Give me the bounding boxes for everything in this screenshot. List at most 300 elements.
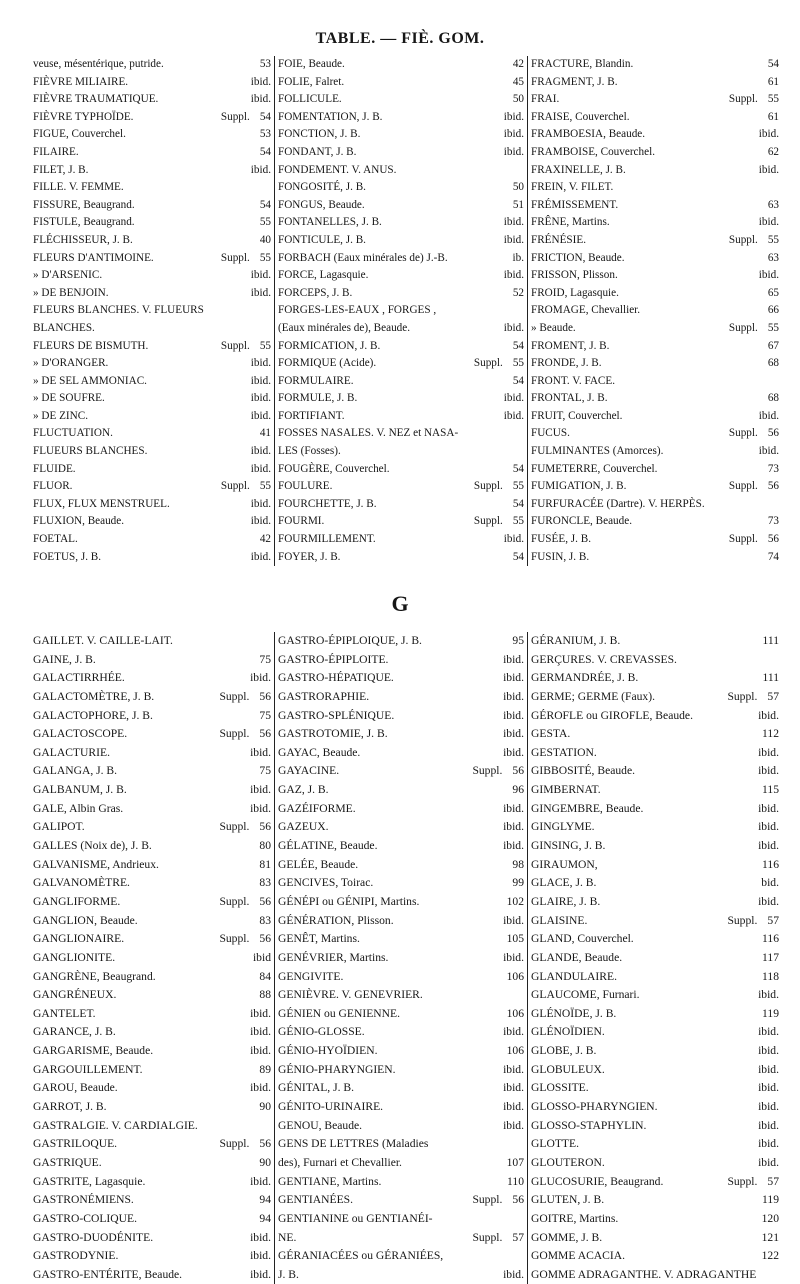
- page-number: ibid.: [503, 269, 524, 282]
- index-entry: [278, 912, 524, 931]
- entry-page-ref: [248, 390, 271, 408]
- entry-term: GÉRANIACÉES ou GÉRANIÉES,: [278, 1249, 444, 1263]
- index-entry: [531, 232, 779, 250]
- index-entry: [33, 109, 271, 127]
- index-entry: [33, 285, 271, 303]
- index-entry: [531, 373, 779, 391]
- entry-term: FRICTION, Beaude.: [531, 251, 625, 264]
- entry-page-ref: [755, 986, 779, 1005]
- entry-term: GLOSSO-STAPHYLIN.: [531, 1118, 647, 1132]
- page-number: ibid.: [758, 839, 779, 853]
- index-entry: [278, 1042, 524, 1061]
- entry-term: GAZEUX.: [278, 820, 329, 834]
- supplement-marker: Suppl.: [219, 689, 250, 703]
- index-entry: [278, 109, 524, 127]
- entry-page-ref: [510, 549, 524, 567]
- index-entry: [33, 144, 271, 162]
- index-entry: [531, 531, 779, 549]
- index-entry: [531, 267, 779, 285]
- entry-page-ref: [501, 390, 524, 408]
- bottom-index-section: [30, 632, 782, 1284]
- entry-page-ref: [755, 762, 779, 781]
- page-number: 115: [762, 783, 779, 797]
- index-entry: [278, 197, 524, 215]
- page-number: ibid.: [503, 1100, 524, 1114]
- supplement-marker: Suppl.: [473, 515, 503, 528]
- entry-page-ref: [755, 1117, 779, 1136]
- page-number: ibid.: [250, 1025, 271, 1039]
- entry-term: FRUIT, Couverchel.: [531, 409, 623, 422]
- page-number: 40: [259, 233, 271, 246]
- supplement-marker: Suppl.: [219, 1137, 250, 1151]
- entry-term: GLÉNOÏDIEN.: [531, 1025, 605, 1039]
- entry-page-ref: [510, 373, 524, 391]
- index-entry: [531, 968, 779, 987]
- entry-page-ref: [510, 250, 525, 268]
- entry-page-ref: [256, 874, 271, 893]
- entry-page-ref: [247, 1023, 271, 1042]
- entry-page-ref: [759, 1210, 779, 1229]
- entry-term: GANGLIONAIRE.: [33, 932, 125, 946]
- page-number: 99: [512, 876, 524, 890]
- entry-page-ref: [765, 74, 779, 92]
- entry-page-ref: [218, 109, 271, 127]
- supplement-marker: Suppl.: [220, 251, 250, 264]
- entry-term: FROID, Lagasquie.: [531, 286, 619, 299]
- entry-term: GENCIVES, Toirac.: [278, 876, 374, 890]
- entry-term: (Eaux minérales de), Beaude.: [278, 321, 411, 334]
- entry-term: FOSSES NASALES. V. NEZ et NASA-: [278, 427, 459, 440]
- entry-term: FILLE. V. FEMME.: [33, 181, 124, 194]
- page-number: ibid.: [503, 689, 524, 703]
- entry-page-ref: [247, 1042, 271, 1061]
- entry-term: GIMBERNAT.: [531, 783, 601, 797]
- page-number: 56: [767, 533, 779, 546]
- page-number: ibid.: [503, 708, 524, 722]
- page-number: 106: [506, 969, 524, 983]
- page-number: 55: [259, 339, 271, 352]
- index-entry: [531, 669, 779, 688]
- index-entry: [33, 818, 271, 837]
- entry-page-ref: [216, 893, 271, 912]
- index-entry: [33, 549, 271, 567]
- index-entry: [531, 651, 779, 670]
- index-entry: [531, 1098, 779, 1117]
- entry-term: GLOSSITE.: [531, 1081, 589, 1095]
- page-number: ibid.: [758, 1118, 779, 1132]
- index-entry: [33, 91, 271, 109]
- index-entry: [531, 707, 779, 726]
- page-number: 111: [762, 671, 779, 685]
- entry-page-ref: [500, 688, 524, 707]
- entry-term: GALACTOPHORE, J. B.: [33, 708, 153, 722]
- entry-page-ref: [758, 874, 779, 893]
- index-column-2: [275, 632, 528, 1284]
- index-entry: [278, 1117, 524, 1136]
- entry-term: GARANCE, J. B.: [33, 1025, 116, 1039]
- page-number: ibid.: [503, 1081, 524, 1095]
- entry-page-ref: [759, 856, 779, 875]
- index-entry: [531, 1005, 779, 1024]
- entry-term: FONCTION, J. B.: [278, 128, 361, 141]
- page-number: ibid.: [758, 708, 779, 722]
- entry-term: GLAIRE, J. B.: [531, 894, 601, 908]
- index-entry: [33, 197, 271, 215]
- page-number: 67: [767, 339, 779, 352]
- entry-page-ref: [256, 912, 271, 931]
- page-number: ibid.: [250, 1230, 271, 1244]
- page-number: ibid.: [250, 357, 271, 370]
- entry-page-ref: [248, 285, 271, 303]
- entry-page-ref: [765, 197, 779, 215]
- entry-page-ref: [247, 1266, 271, 1284]
- supplement-marker: Suppl.: [728, 427, 758, 440]
- page-number: 54: [767, 58, 779, 70]
- page-number: 84: [259, 969, 271, 983]
- entry-page-ref: [726, 91, 779, 109]
- entry-term: GANGLIFORME.: [33, 894, 121, 908]
- index-entry: [278, 874, 524, 893]
- page-number: 51: [512, 198, 524, 211]
- entry-page-ref: [500, 1117, 524, 1136]
- page-number: ibid.: [758, 269, 779, 282]
- index-entry: [531, 355, 779, 373]
- index-entry: [33, 930, 271, 949]
- entry-term: GAZÉIFORME.: [278, 801, 356, 815]
- entry-term: GARGOUILLEMENT.: [33, 1062, 143, 1076]
- entry-page-ref: [759, 632, 779, 651]
- entry-term: GLÉNOÏDE, J. B.: [531, 1006, 617, 1020]
- entry-term: GLUTEN, J. B.: [531, 1193, 605, 1207]
- page-number: ibid.: [250, 462, 271, 475]
- page-number: 63: [767, 198, 779, 211]
- entry-term: LES (Fosses).: [278, 445, 341, 458]
- entry-term: FONTANELLES, J. B.: [278, 216, 382, 229]
- supplement-marker: Suppl.: [472, 764, 503, 778]
- page-number: 55: [259, 480, 271, 493]
- entry-term: GASTRO-ÉPIPLOIQUE, J. B.: [278, 634, 422, 647]
- page-number: 55: [512, 357, 524, 370]
- entry-page-ref: [510, 56, 524, 74]
- page-number: 96: [512, 783, 524, 797]
- entry-page-ref: [257, 197, 271, 215]
- page-number: 63: [767, 251, 779, 264]
- page-number: ibid.: [758, 128, 779, 141]
- page-number: ibid.: [503, 913, 524, 927]
- index-entry: [531, 1266, 779, 1284]
- page-number: 75: [259, 652, 271, 666]
- index-entry: [531, 1117, 779, 1136]
- index-entry: [531, 478, 779, 496]
- entry-term: GÉNIEN ou GENIENNE.: [278, 1006, 401, 1020]
- entry-page-ref: [248, 496, 271, 514]
- page-number: ibid.: [250, 515, 271, 528]
- page-number: 88: [259, 988, 271, 1002]
- entry-term: GÉNÉRATION, Plisson.: [278, 913, 394, 927]
- page-number: 74: [767, 550, 779, 563]
- entry-term: des), Furnari et Chevallier.: [278, 1155, 402, 1169]
- index-entry: [278, 1154, 524, 1173]
- entry-page-ref: [469, 762, 524, 781]
- entry-page-ref: [501, 126, 524, 144]
- entry-term: FRONDE, J. B.: [531, 357, 602, 370]
- entry-term: GENÉVRIER, Martins.: [278, 950, 389, 964]
- index-entry: [33, 531, 271, 549]
- page-number: ibid.: [758, 764, 779, 778]
- index-entry: [531, 144, 779, 162]
- supplement-marker: Suppl.: [472, 1193, 503, 1207]
- entry-page-ref: [759, 1191, 779, 1210]
- entry-page-ref: [509, 856, 524, 875]
- index-entry: [531, 443, 779, 461]
- page-number: ibid.: [758, 894, 779, 908]
- index-entry: [531, 1079, 779, 1098]
- entry-term: FUMETERRE, Couverchel.: [531, 462, 658, 475]
- index-entry: [531, 91, 779, 109]
- entry-page-ref: [755, 1042, 779, 1061]
- page-number: ibid.: [250, 93, 271, 106]
- index-entry: [531, 302, 779, 320]
- page-number: 83: [259, 913, 271, 927]
- entry-page-ref: [256, 1154, 271, 1173]
- entry-page-ref: [510, 496, 524, 514]
- entry-term: FRÉMISSEMENT.: [531, 198, 619, 211]
- page-number: 54: [512, 339, 524, 352]
- index-entry: [278, 338, 524, 356]
- index-column-1: [30, 56, 275, 566]
- entry-page-ref: [510, 91, 524, 109]
- entry-term: GENÊT, Martins.: [278, 932, 360, 946]
- index-entry: [33, 707, 271, 726]
- page-number: ibid.: [250, 269, 271, 282]
- entry-term: FONGOSITÉ, J. B.: [278, 181, 366, 194]
- index-entry: [278, 856, 524, 875]
- index-entry: [278, 232, 524, 250]
- entry-page-ref: [471, 478, 524, 496]
- supplement-marker: Suppl.: [473, 480, 503, 493]
- entry-page-ref: [247, 800, 271, 819]
- entry-term: FORMIQUE (Acide).: [278, 357, 377, 370]
- index-entry: [531, 856, 779, 875]
- entry-page-ref: [510, 338, 524, 356]
- index-entry: [531, 408, 779, 426]
- supplement-marker: Suppl.: [727, 913, 758, 927]
- index-entry: [278, 1005, 524, 1024]
- entry-term: GINSING, J. B.: [531, 839, 606, 853]
- page-number: 116: [762, 857, 779, 871]
- page-number: ibid.: [503, 110, 524, 123]
- page-number: ibid.: [503, 1267, 524, 1281]
- entry-page-ref: [248, 267, 271, 285]
- entry-term: FRÊNE, Martins.: [531, 216, 610, 229]
- entry-page-ref: [500, 707, 524, 726]
- supplement-marker: Suppl.: [727, 689, 758, 703]
- entry-page-ref: [216, 1135, 271, 1154]
- index-entry: [33, 390, 271, 408]
- index-entry: [278, 320, 524, 338]
- index-entry: [33, 1061, 271, 1080]
- entry-term: FULMINANTES (Amorces).: [531, 445, 664, 458]
- entry-page-ref: [247, 1247, 271, 1266]
- entry-page-ref: [510, 74, 524, 92]
- index-entry: [278, 162, 524, 180]
- entry-term: GERME; GERME (Faux).: [531, 689, 655, 703]
- index-entry: [278, 669, 524, 688]
- entry-term: GÉLATINE, Beaude.: [278, 839, 378, 853]
- page-number: 66: [767, 304, 779, 317]
- entry-page-ref: [765, 549, 779, 567]
- index-entry: [278, 496, 524, 514]
- top-index-section: [30, 56, 782, 566]
- index-entry: [33, 1023, 271, 1042]
- entry-term: GLACE, J. B.: [531, 876, 597, 890]
- index-entry: [531, 1154, 779, 1173]
- index-entry: [33, 744, 271, 763]
- index-entry: [278, 549, 524, 567]
- index-entry: [33, 1154, 271, 1173]
- supplement-marker: Suppl.: [219, 820, 250, 834]
- index-entry: [278, 688, 524, 707]
- page-number: 119: [762, 1006, 779, 1020]
- page-number: 55: [512, 480, 524, 493]
- supplement-marker: Suppl.: [727, 1174, 758, 1188]
- entry-term: FLUXION, Beaude.: [33, 515, 125, 528]
- page-number: 42: [512, 58, 524, 70]
- index-entry: [33, 250, 271, 268]
- entry-term: FORMULE, J. B.: [278, 392, 358, 405]
- entry-term: FROMENT, J. B.: [531, 339, 610, 352]
- entry-term: FUSÉE, J. B.: [531, 533, 591, 546]
- index-entry: [531, 1023, 779, 1042]
- page-number: ibid.: [503, 321, 524, 334]
- index-entry: [278, 1247, 524, 1266]
- entry-term: FRONTAL, J. B.: [531, 392, 608, 405]
- entry-term: GLAISINE.: [531, 913, 588, 927]
- entry-page-ref: [501, 232, 524, 250]
- entry-page-ref: [500, 1061, 524, 1080]
- page-number: ibid.: [758, 163, 779, 176]
- index-entry: [33, 968, 271, 987]
- page-number: ibid.: [250, 392, 271, 405]
- entry-term: GASTROTOMIE, J. B.: [278, 727, 388, 741]
- index-entry: [531, 893, 779, 912]
- entry-term: » DE SEL AMMONIAC.: [33, 374, 147, 387]
- entry-term: GANGLIONITE.: [33, 950, 116, 964]
- entry-term: FOMENTATION, J. B.: [278, 110, 383, 123]
- entry-term: FRAMBOESIA, Beaude.: [531, 128, 646, 141]
- entry-term: GÉRANIUM, J. B.: [531, 634, 621, 647]
- entry-page-ref: [724, 1173, 779, 1192]
- entry-page-ref: [248, 461, 271, 479]
- entry-page-ref: [216, 818, 271, 837]
- index-entry: [278, 531, 524, 549]
- entry-page-ref: [500, 1079, 524, 1098]
- entry-term: FUCUS.: [531, 427, 570, 440]
- page-number: 75: [259, 708, 271, 722]
- index-entry: [33, 1042, 271, 1061]
- entry-page-ref: [755, 744, 779, 763]
- entry-page-ref: [504, 1005, 524, 1024]
- entry-term: FORBACH (Eaux minérales de) J.-B.: [278, 251, 448, 264]
- entry-page-ref: [500, 949, 524, 968]
- entry-term: GÉNIO-HYOÏDIEN.: [278, 1044, 378, 1058]
- entry-page-ref: [504, 893, 524, 912]
- index-entry: [278, 1098, 524, 1117]
- page-number: ibid.: [503, 950, 524, 964]
- entry-page-ref: [257, 425, 271, 443]
- index-entry: [33, 302, 271, 320]
- page-number: 45: [512, 75, 524, 88]
- entry-term: FOETAL.: [33, 533, 78, 546]
- index-entry: [531, 1210, 779, 1229]
- entry-page-ref: [216, 688, 271, 707]
- entry-page-ref: [256, 856, 271, 875]
- entry-page-ref: [765, 250, 779, 268]
- index-entry: [278, 651, 524, 670]
- index-entry: [33, 651, 271, 670]
- entry-term: FREIN, V. FILET.: [531, 181, 614, 194]
- index-entry: [278, 1079, 524, 1098]
- page-number: ibid.: [250, 801, 271, 815]
- index-entry: [278, 214, 524, 232]
- index-entry: [531, 874, 779, 893]
- page-number: 110: [507, 1174, 524, 1188]
- entry-page-ref: [504, 1173, 524, 1192]
- entry-page-ref: [216, 725, 271, 744]
- page-number: ibid.: [250, 550, 271, 563]
- index-entry: [278, 513, 524, 531]
- index-entry: [531, 285, 779, 303]
- index-entry: [33, 1079, 271, 1098]
- entry-term: GAINE, J. B.: [33, 652, 96, 666]
- entry-term: FOYER, J. B.: [278, 550, 341, 563]
- entry-page-ref: [256, 1210, 271, 1229]
- entry-term: GENTIANINE ou GENTIANÉI-: [278, 1211, 433, 1225]
- index-entry: [531, 513, 779, 531]
- supplement-marker: Suppl.: [728, 93, 758, 106]
- index-entry: [33, 320, 271, 338]
- entry-term: GLOTTE.: [531, 1137, 579, 1151]
- entry-page-ref: [248, 355, 271, 373]
- index-entry: [531, 800, 779, 819]
- index-entry: [278, 1173, 524, 1192]
- page-number: 73: [767, 462, 779, 475]
- supplement-marker: Suppl.: [220, 110, 250, 123]
- index-entry: [33, 1191, 271, 1210]
- index-entry: [33, 338, 271, 356]
- page-number: 57: [512, 1230, 524, 1244]
- index-entry: [278, 56, 524, 74]
- entry-page-ref: [257, 56, 271, 74]
- index-entry: [33, 513, 271, 531]
- page-number: 56: [259, 689, 271, 703]
- page-number: 107: [506, 1155, 524, 1169]
- entry-term: GASTRIQUE.: [33, 1155, 102, 1169]
- page-number: 55: [259, 251, 271, 264]
- index-entry: [531, 688, 779, 707]
- entry-term: GALACTOSCOPE.: [33, 727, 128, 741]
- index-entry: [278, 267, 524, 285]
- entry-page-ref: [726, 232, 779, 250]
- entry-term: FLUX, FLUX MENSTRUEL.: [33, 497, 170, 510]
- page-number: ibid.: [250, 163, 271, 176]
- index-entry: [531, 320, 779, 338]
- page-number: 54: [512, 462, 524, 475]
- entry-term: GAROU, Beaude.: [33, 1081, 118, 1095]
- index-entry: [33, 1005, 271, 1024]
- entry-page-ref: [510, 197, 524, 215]
- entry-term: » DE BENJOIN.: [33, 286, 109, 299]
